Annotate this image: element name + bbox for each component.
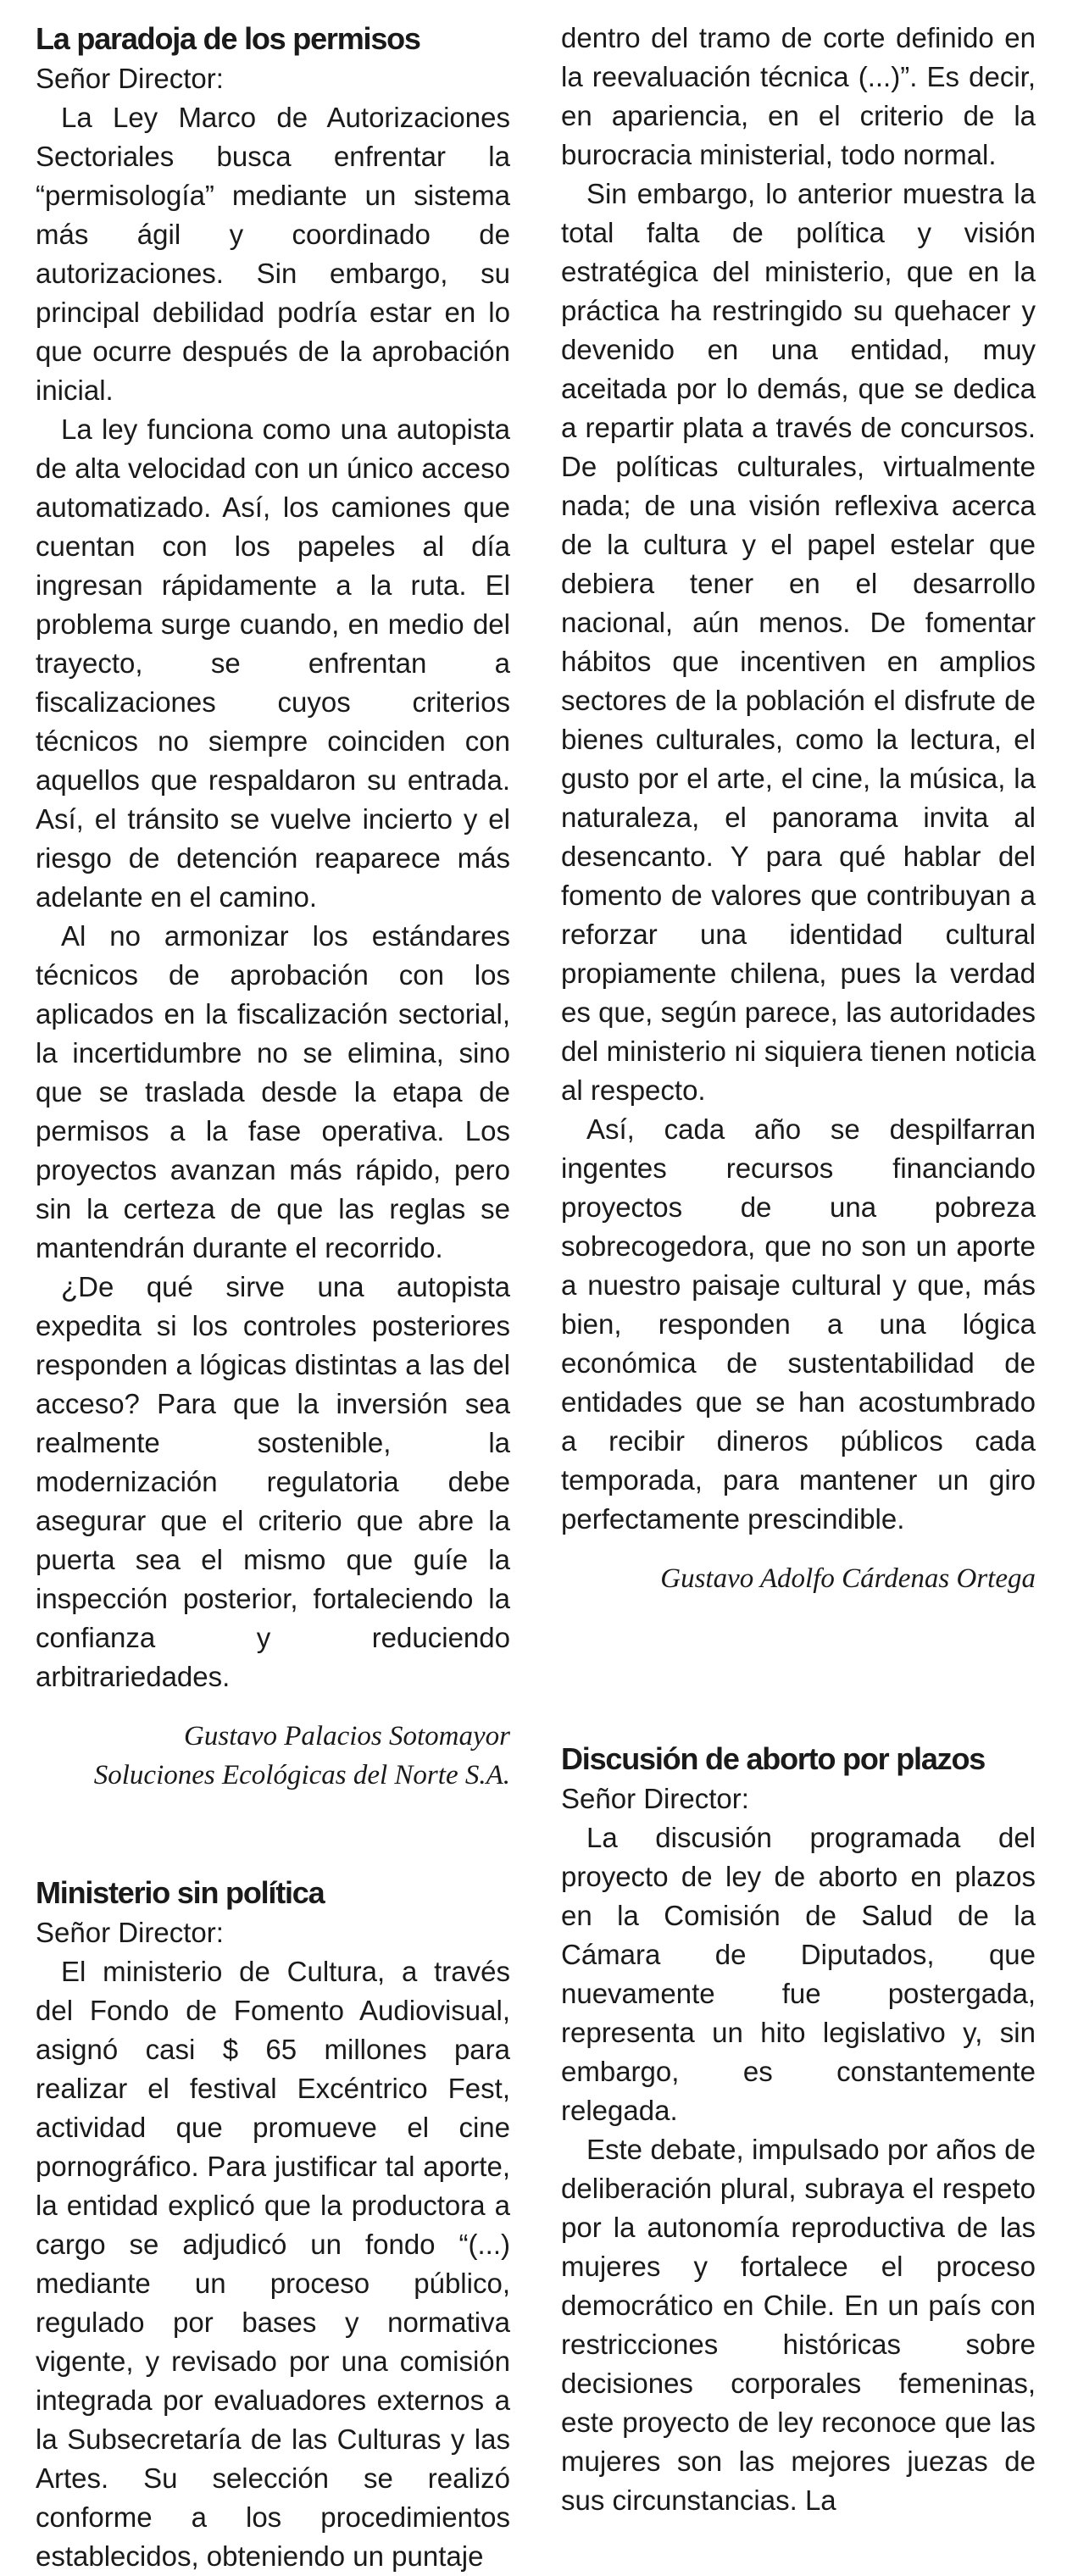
- letter-title: Discusión de aborto por plazos: [561, 1741, 986, 1776]
- letter-paragraph: La discusión programada del proyecto de ley de aborto en plazos en la Comisión de Salud de la Cámara de Diputados, que nuevamente fue postergada, representa un hito legislativo y, sin embargo, es constantemente relegada.: [561, 1822, 1036, 2126]
- letter-aborto: [561, 1739, 1036, 2520]
- column-gap: [36, 1795, 510, 1873]
- right-column: [561, 19, 1036, 2520]
- letter-paragraph: Sin embargo, lo anterior muestra la total falta de política y visión estratégica del ministerio, que en la práctica ha restringido su quehacer y devenido en una entidad, muy aceitada por lo demás, que se dedica a repartir plata a través de concursos. De políticas culturales, virtualmente nada; de una visión reflexiva acerca de la cultura y el papel estelar que debiera tener en el desarrollo nacional, aún menos. De fomentar hábitos que incentiven en amplios sectores de la población el disfrute de bienes culturales, como la lectura, el gusto por el arte, el cine, la música, la naturaleza, el panorama invita al desencanto. Y para qué hablar del fomento de valores que contribuyan a reforzar una identidad cultural propiamente chilena, pues la verdad es que, según parece, las autoridades del ministerio ni siquiera tienen noticia al respecto.: [561, 178, 1036, 1106]
- signature-organization: Soluciones Ecológicas del Norte S.A.: [93, 1760, 510, 1790]
- letter-title: La paradoja de los permisos: [36, 21, 420, 56]
- letter-paragraph: La ley funciona como una autopista de alta velocidad con un único acceso automatizado. Así, los camiones que cuentan con los papeles al día ingresan rápidamente a la ruta. El problema surge cuando, en medio del trayecto, se enfrentan a fiscalizaciones cuyos criterios técnicos no siempre coinciden con aquellos que respaldaron su entrada. Así, el tránsito se vuelve incierto y el riesgo de detención reaparece más adelante en el camino.: [36, 414, 510, 913]
- salutation: Señor Director:: [36, 1917, 224, 1948]
- signature-block: [561, 1559, 1036, 1598]
- signature-block: [36, 1717, 510, 1795]
- signature-name: Gustavo Adolfo Cárdenas Ortega: [660, 1563, 1036, 1594]
- salutation: Señor Director:: [561, 1783, 749, 1814]
- letter-paragraph-continued: dentro del tramo de corte definido en la reevaluación técnica (...)”. Es decir, en apariencia, en el criterio de la burocracia ministerial, todo normal.: [561, 22, 1036, 170]
- letter-paragraph: ¿De qué sirve una autopista expedita si los controles posteriores responden a lógicas distintas a las del acceso? Para que la inversión sea realmente sostenible, la modernización regulatoria debe asegurar que el criterio que abre la puerta sea el mismo que guíe la inspección posterior, fortaleciendo la confianza y reduciendo arbitrariedades.: [36, 1271, 510, 1692]
- letter-paragraph: Así, cada año se despilfarran ingentes recursos financiando proyectos de una pobreza sobrecogedora, que no son un aporte a nuestro paisaje cultural y que, más bien, responden a una lógica económica de sustentabilidad de entidades que se han acostumbrado a recibir dineros públicos cada temporada, para mantener un giro perfectamente prescindible.: [561, 1113, 1036, 1535]
- salutation: Señor Director:: [36, 63, 224, 94]
- letter-title: Ministerio sin política: [36, 1875, 325, 1910]
- signature-name: Gustavo Palacios Sotomayor: [184, 1721, 510, 1752]
- left-column: [36, 19, 510, 2576]
- letter-ministerio-continued: [561, 19, 1036, 1598]
- letter-paragraph: Este debate, impulsado por años de deliberación plural, subraya el respeto por la autonomía reproductiva de las mujeres y fortalece el proceso democrático en Chile. En un país con restricciones históricas sobre decisiones corporales femeninas, este proyecto de ley reconoce que las mujeres son las mejores juezas de sus circunstancias. La: [561, 2134, 1036, 2516]
- letter-permisos: [36, 19, 510, 1795]
- column-gap: [561, 1598, 1036, 1739]
- letter-ministerio: [36, 1873, 510, 2576]
- letter-paragraph: El ministerio de Cultura, a través del Fondo de Fomento Audiovisual, asignó casi $ 65 millones para realizar el festival Excéntrico Fest, actividad que promueve el cine pornográfico. Para justificar tal aporte, la entidad explicó que la productora a cargo se adjudicó un fondo “(...) mediante un proceso público, regulado por bases y normativa vigente, y revisado por una comisión integrada por evaluadores externos a la Subsecretaría de las Culturas y las Artes. Su selección se realizó conforme a los procedimientos establecidos, obteniendo un puntaje: [36, 1956, 510, 2572]
- letter-paragraph: La Ley Marco de Autorizaciones Sectoriales busca enfrentar la “permisología” mediante un sistema más ágil y coordinado de autorizaciones. Sin embargo, su principal debilidad podría estar en lo que ocurre después de la aprobación inicial.: [36, 102, 510, 406]
- letter-paragraph: Al no armonizar los estándares técnicos de aprobación con los aplicados en la fiscalización sectorial, la incertidumbre no se elimina, sino que se traslada desde la etapa de permisos a la fase operativa. Los proyectos avanzan más rápido, pero sin la certeza de que las reglas se mantendrán durante el recorrido.: [36, 920, 510, 1263]
